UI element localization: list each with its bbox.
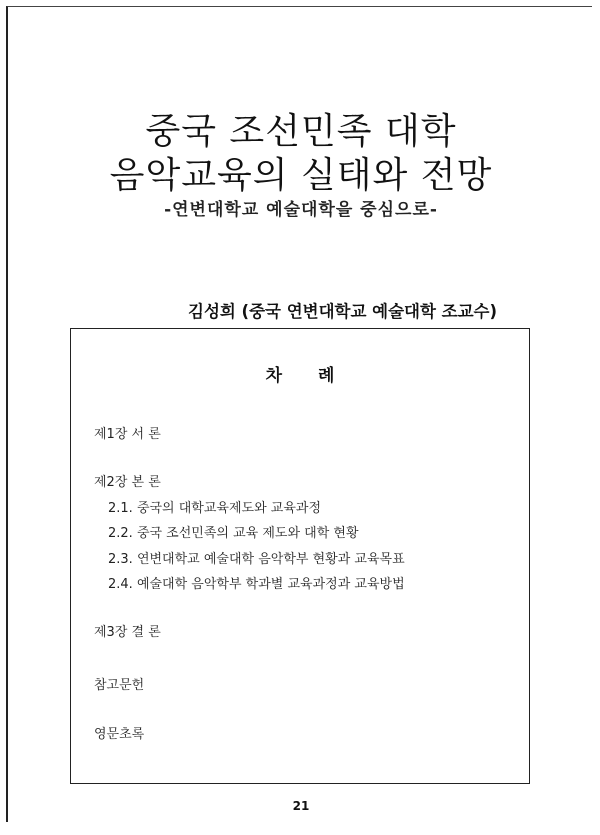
title-line-1: 중국 조선민족 대학 — [145, 111, 457, 152]
toc-entry-2-4: 2.4. 예술대학 음악학부 학과별 교육과정과 교육방법 — [108, 577, 405, 592]
toc-entry-chapter-2: 제2장 본 론 — [94, 475, 161, 490]
author-line: 김성희 (중국 연변대학교 예술대학 조교수) — [188, 302, 498, 321]
toc-entry-references: 참고문헌 — [94, 678, 145, 693]
page-number: 21 — [292, 799, 310, 813]
table-of-contents — [70, 328, 530, 784]
toc-entry-2-3: 2.3. 연변대학교 예술대학 음악학부 현황과 교육목표 — [108, 552, 405, 567]
toc-entry-2-1: 2.1. 중국의 대학교육제도와 교육과정 — [108, 501, 322, 516]
document-page — [6, 6, 592, 822]
toc-entry-chapter-1: 제1장 서 론 — [94, 427, 161, 442]
toc-entry-chapter-3: 제3장 결 론 — [94, 625, 161, 640]
title-line-2: 음악교육의 실태와 전망 — [109, 155, 493, 196]
toc-entry-english-abstract: 영문초록 — [94, 727, 145, 742]
subtitle: -연변대학교 예술대학을 중심으로- — [164, 200, 438, 220]
toc-heading: 차 례 — [265, 366, 335, 386]
toc-entry-2-2: 2.2. 중국 조선민족의 교육 제도와 대학 현황 — [108, 526, 359, 541]
